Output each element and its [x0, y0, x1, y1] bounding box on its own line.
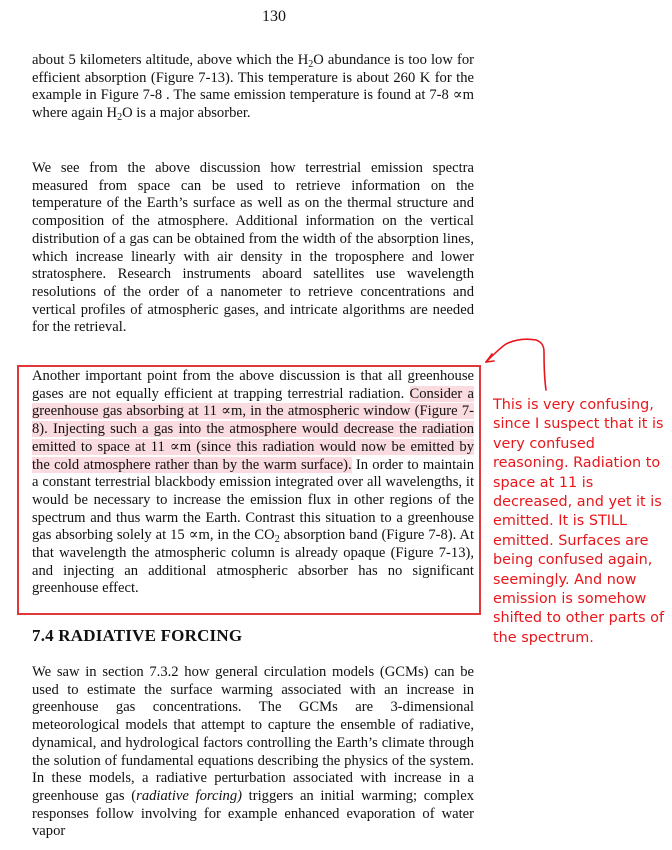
page-number: 130	[262, 8, 286, 25]
paragraph-1-text-a: about 5 kilometers altitude, above which the H	[32, 52, 309, 68]
paragraph-radiative-forcing	[32, 664, 474, 841]
subscript-2: 2	[117, 112, 123, 124]
section-heading: 7.4 RADIATIVE FORCING	[32, 626, 243, 645]
paragraph-3-text-c: absorption band (Figure 7-8). At that wavelength the atmospheric column is already opaque (Figure 7-13), and injecting an additional atmospheric absorber has no significant greenhouse effect.	[32, 527, 474, 597]
paragraph-emission-spectra: We see from the above discussion how terrestrial emission spectra measured from space can be used to retrieve information on the temperature of the Earth’s surface as well as on the thermal structure and composition of the atmosphere. Additional information on the vertical distribution of a gas can be obtained from the width of the absorption lines, which increase linearly with air density in the troposphere and lower stratosphere. Research instruments aboard satellites use wavelength resolutions of the order of a nanometer to retrieve concentrations and vertical profiles of atmospheric gases, and intricate algorithms are needed for the retrieval.	[32, 160, 474, 336]
subscript-2: 2	[274, 534, 280, 546]
paragraph-3-text-a: Another important point from the above discussion is that all greenhouse gases are not equally efficient at trapping terrestrial radiation.	[32, 368, 474, 402]
paragraph-1-text-b: O abundance is too low for efficient absorption (Figure 7-13). This temperature is about 260 K for the example in Figure 7-8 . The same emission temperature is found at 7-8 ∝m where again H	[32, 52, 475, 122]
paragraph-3-text-b: In order to maintain a constant terrestrial blackbody emission integrated over all wavelengths, it would be necessary to increase the emission flux in other regions of the spectrum and thus warm the Earth. Contrast this situation to a greenhouse gas absorbing solely at 15 ∝m, in the CO	[32, 456, 474, 544]
subscript-2: 2	[308, 59, 314, 70]
margin-annotation: This is very confusing, since I suspect that it is very confused reasoning. Radiation to space at 11 is decreased, and yet it is emitted. It is STILL emitted. Surfaces are being confused again, seemingly. And now emission is somehow shifted to other parts of the spectrum.	[493, 397, 665, 646]
paragraph-1-text-c: O is a major absorber.	[122, 105, 251, 122]
paragraph-water-vapor	[32, 52, 474, 123]
paragraph-greenhouse-efficiency	[32, 368, 474, 598]
highlighted-passage: Consider a greenhouse gas absorbing at 11 ∝m, in the atmospheric window (Figure 7-8). Injecting such a gas into the atmosphere would decrease the radiation emitted to space at 11 ∝m (since this radiation would now be emitted by the cold atmosphere rather than by the warm surface).	[32, 385, 474, 473]
paragraph-5-text-a: We saw in section 7.3.2 how general circulation models (GCMs) can be used to estimate the surface warming associated with an increase in greenhouse gas concentrations. The GCMs are 3-dimensional meteorological models that attempt to capture the ensemble of radiative, dynamical, and hydrological factors controlling the Earth’s climate through the solution of fundamental equations describing the physics of the system. In these models, a radiative perturbation associated with increase in a greenhouse gas (	[32, 664, 474, 804]
italic-term: radiative forcing)	[136, 787, 242, 804]
annotation-arrow-icon	[480, 336, 560, 396]
paragraph-5-text-b: triggers an initial warming; complex responses follow involving for example enhanced evaporation of water vapor	[32, 787, 475, 840]
